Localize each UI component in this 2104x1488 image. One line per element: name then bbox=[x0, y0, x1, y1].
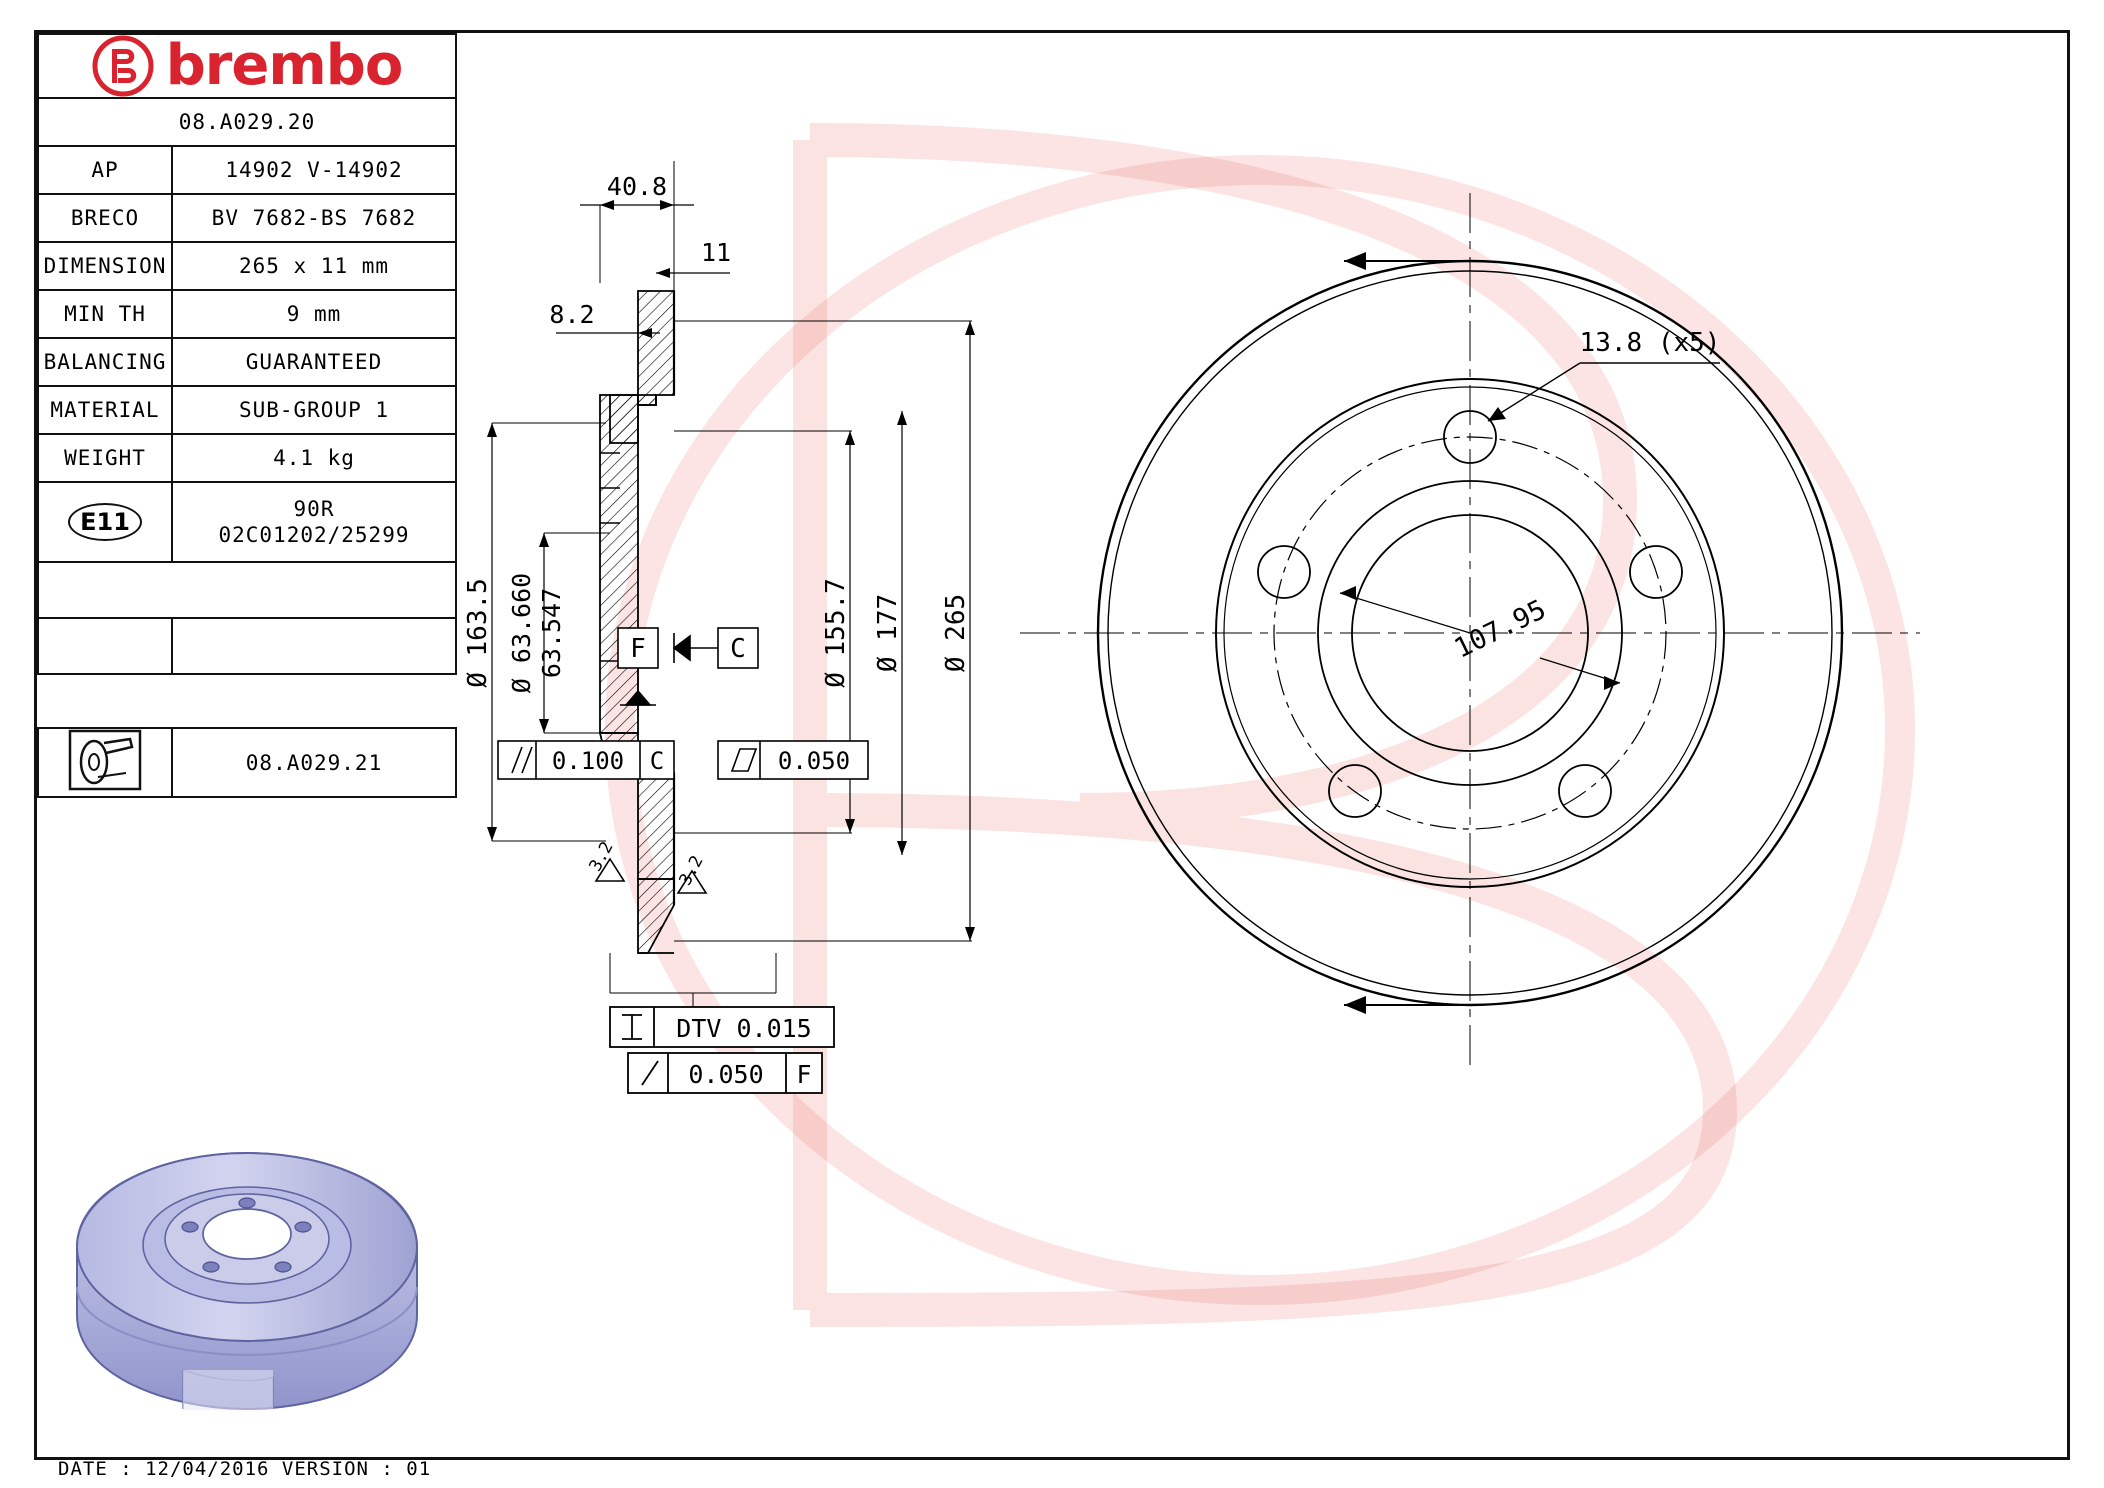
datum-c: C bbox=[730, 634, 746, 664]
value-material: SUB-GROUP 1 bbox=[172, 386, 456, 434]
roughness-3-2-a: 3.2 bbox=[585, 838, 618, 875]
homologation-value bbox=[172, 482, 456, 562]
label-material: MATERIAL bbox=[38, 386, 172, 434]
dim-63-547: 63.547 bbox=[537, 587, 566, 679]
row-blank-3 bbox=[38, 674, 456, 728]
dim-155-7: Ø 155.7 bbox=[821, 578, 851, 688]
row-homologation bbox=[38, 482, 456, 562]
value-balancing: GUARANTEED bbox=[172, 338, 456, 386]
hole-callout: 13.8 (x5) bbox=[1579, 328, 1721, 358]
dim-265-section: Ø 265 bbox=[941, 593, 971, 673]
disc-photo bbox=[37, 1127, 457, 1437]
tolerance-frame-parallelism bbox=[498, 741, 674, 779]
dim-163-5: Ø 163.5 bbox=[463, 578, 493, 688]
row-blank-1 bbox=[38, 562, 456, 618]
dim-63-660: Ø 63.660 bbox=[507, 572, 536, 694]
dim-8-2: 8.2 bbox=[549, 300, 595, 329]
face-view bbox=[1020, 193, 1920, 1073]
tol-datum-c: C bbox=[649, 747, 665, 775]
row-ap bbox=[38, 146, 456, 194]
part-number-row bbox=[38, 98, 456, 146]
row-breco bbox=[38, 194, 456, 242]
value-ap: 14902 V-14902 bbox=[172, 146, 456, 194]
brembo-mark-icon bbox=[92, 35, 154, 97]
e11-badge: E11 bbox=[68, 503, 142, 541]
tol-value-0-100: 0.100 bbox=[551, 747, 625, 775]
disc-icon-cell bbox=[38, 728, 172, 797]
dtv-label: DTV 0.015 bbox=[676, 1014, 812, 1043]
row-dimension bbox=[38, 242, 456, 290]
value-dimension: 265 x 11 mm bbox=[172, 242, 456, 290]
value-weight: 4.1 kg bbox=[172, 434, 456, 482]
tol-value-0-050: 0.050 bbox=[777, 747, 851, 775]
blank-cell-2a bbox=[38, 618, 172, 674]
value-min-th: 9 mm bbox=[172, 290, 456, 338]
brembo-logo-cell bbox=[38, 34, 456, 98]
row-weight bbox=[38, 434, 456, 482]
runout-value: 0.050 bbox=[688, 1060, 764, 1089]
dim-40-8: 40.8 bbox=[606, 172, 668, 201]
homologation-line2: 02C01202/25299 bbox=[218, 523, 410, 547]
label-ap: AP bbox=[38, 146, 172, 194]
label-balancing: BALANCING bbox=[38, 338, 172, 386]
label-min-th: MIN TH bbox=[38, 290, 172, 338]
date-line: DATE : 12/04/2016 VERSION : 01 bbox=[58, 1458, 432, 1480]
label-breco: BRECO bbox=[38, 194, 172, 242]
dim-11: 11 bbox=[700, 238, 732, 267]
row-balancing bbox=[38, 338, 456, 386]
homologation-line1: 90R bbox=[293, 496, 335, 521]
tolerance-frame-dtv bbox=[610, 1007, 834, 1047]
dim-177: Ø 177 bbox=[873, 593, 903, 673]
tolerance-frame-runout bbox=[628, 1053, 822, 1093]
homologation-badge-cell bbox=[38, 482, 172, 562]
surface-finish-right bbox=[676, 852, 708, 893]
row-material bbox=[38, 386, 456, 434]
pair-part-number: 08.A029.21 bbox=[172, 728, 456, 797]
row-pair-part bbox=[38, 728, 456, 797]
row-blank-2 bbox=[38, 618, 456, 674]
value-breco: BV 7682-BS 7682 bbox=[172, 194, 456, 242]
brake-disc-icon bbox=[68, 729, 142, 791]
label-weight: WEIGHT bbox=[38, 434, 172, 482]
runout-datum: F bbox=[796, 1060, 812, 1089]
surface-finish-left bbox=[586, 838, 624, 881]
info-table bbox=[37, 33, 457, 798]
roughness-3-2-b: 3.2 bbox=[675, 852, 708, 889]
datum-f: F bbox=[630, 634, 646, 664]
row-min-th bbox=[38, 290, 456, 338]
part-number: 08.A029.20 bbox=[38, 98, 456, 146]
blank-cell-1 bbox=[38, 562, 456, 618]
technical-drawing bbox=[460, 33, 2068, 1457]
blank-cell-2b bbox=[172, 618, 456, 674]
logo-row bbox=[38, 34, 456, 98]
label-dimension: DIMENSION bbox=[38, 242, 172, 290]
spacer-cell bbox=[38, 674, 456, 728]
pcd-dim: 107.95 bbox=[1449, 594, 1551, 665]
brand-name: brembo bbox=[165, 33, 403, 98]
tolerance-frame-flatness bbox=[718, 741, 868, 779]
